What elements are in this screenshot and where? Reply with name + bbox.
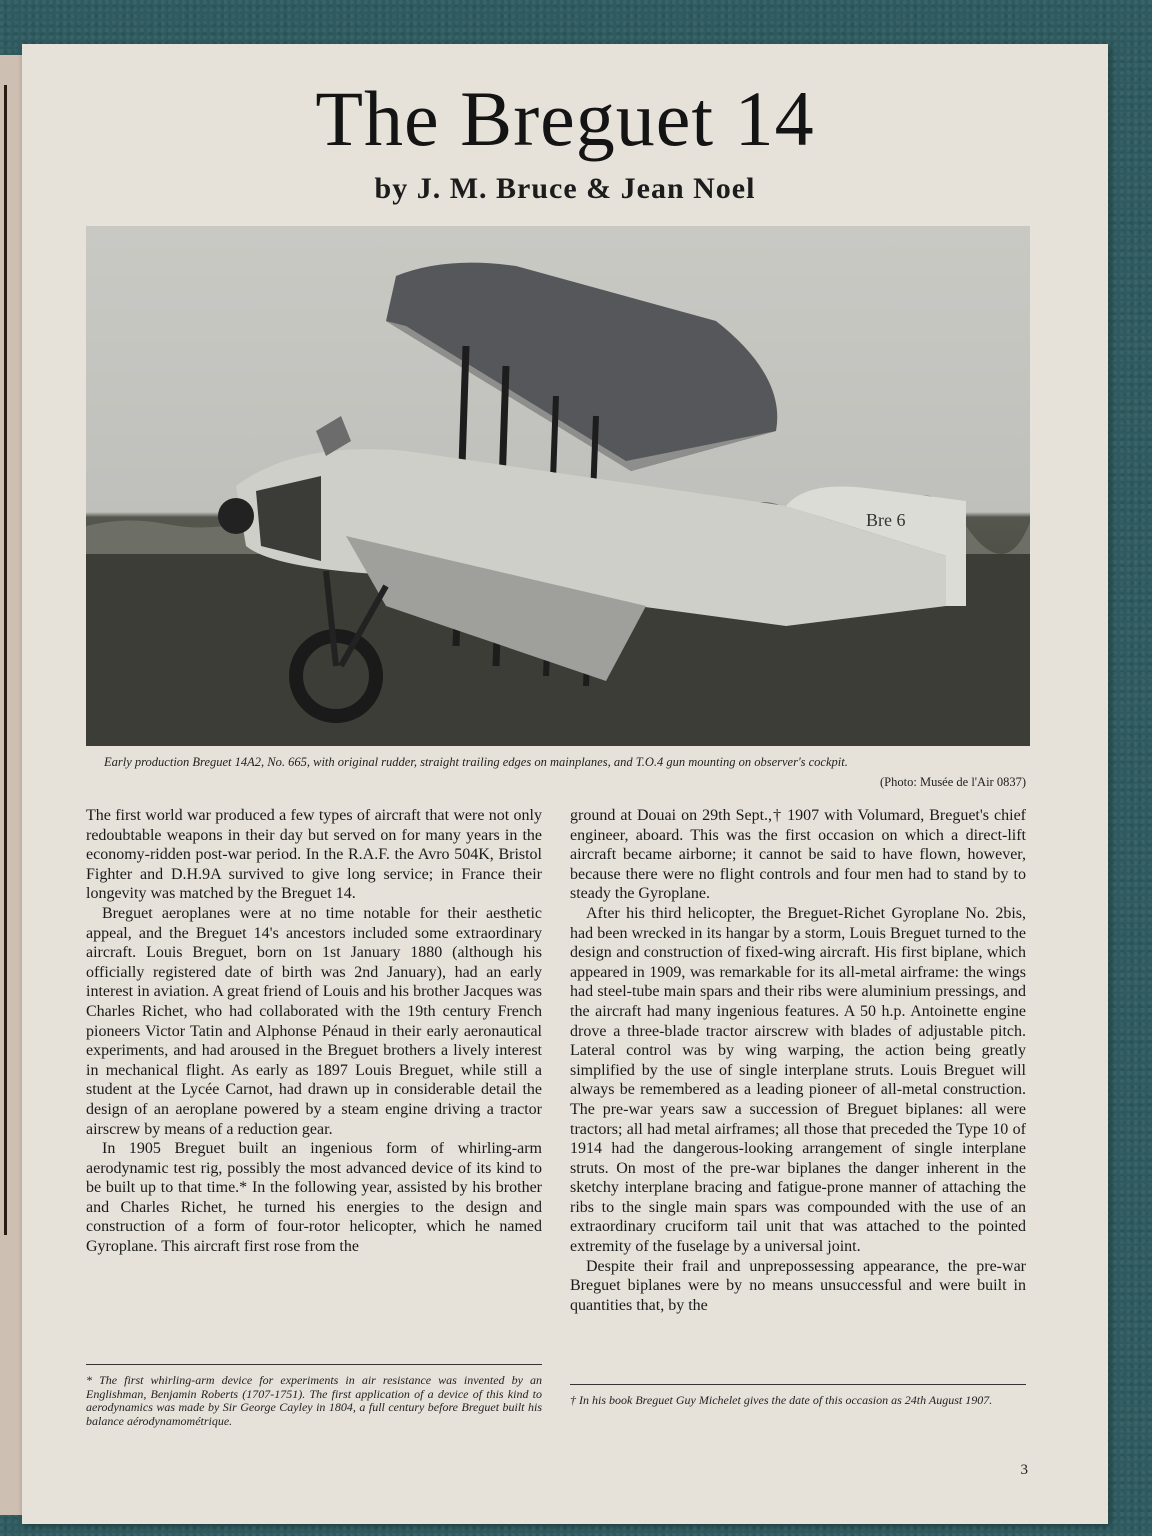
magazine-page [22,44,1108,1524]
text-column-left [86,806,542,1257]
text-column-right [570,806,1026,1315]
paragraph: The first world war produced a few types of aircraft that were not only redoubtable weapons in their day but served on for many years in the economy-ridden post-war period. In the R.A.F. the Avro 504K, Bristol Fighter and D.H.9A survived to give long service; in France their longevity was matched by the Breguet 14. [86,807,542,903]
footnote-rule-right [570,1384,1026,1385]
paragraph: Breguet aeroplanes were at no time notable for their aesthetic appeal, and the Breguet 14's ancestors included some extraordinary aircraft. Louis Breguet, born on 1st January 1880 (although his officially registered date of birth was 2nd January), had an early interest in aviation. A great friend of Louis and his brother Jacques was Charles Richet, who had collaborated with the 19th century French pioneers Victor Tatin and Alphonse Pénaud in their early aeronautical experiments, and had aroused in the Breguet brothers a lively interest in mechanical flight. As early as 1897 Louis Breguet, while still a student at the Lycée Carnot, had drawn up in considerable detail the design of an aeroplane powered by a steam engine driving a tractor airscrew by means of a reduction gear. [86,904,542,1138]
aircraft-photo [86,226,1030,746]
footnote-rule-left [86,1364,542,1365]
paragraph: ground at Douai on 29th Sept.,† 1907 with Volumard, Breguet's chief engineer, aboard. This was the first occasion on which a direct-lift aircraft became airborne; it cannot be said to have flown, however, because there were no flight controls and four men had to stand by to steady the Gyroplane. [570,807,1026,903]
breguet-biplane-illustration [86,226,1030,746]
photo-credit: (Photo: Musée de l'Air 0837) [880,775,1026,789]
paragraph: Despite their frail and unprepossessing appearance, the pre-war Breguet biplanes were by no means unsuccessful and were built in quantities that, by the [570,1257,1026,1314]
facing-page-edge [0,55,24,1515]
article-title: The Breguet 14 [315,75,815,162]
page-number: 3 [1020,1462,1028,1478]
photo-caption: Early production Breguet 14A2, No. 665, with original rudder, straight trailing edges on mainplanes, and T.O.4 gun mounting on observer's cockpit. [104,755,848,769]
facing-page-rule [4,85,7,1235]
article-byline: by J. M. Bruce & Jean Noel [374,172,756,205]
paragraph: After his third helicopter, the Breguet-Richet Gyroplane No. 2bis, had been wrecked in its hangar by a storm, Louis Breguet turned to the design and construction of fixed-wing aircraft. His first biplane, which appeared in 1909, was remarkable for its all-metal airframe: the wings had steel-tube main spars and their ribs were aluminium pressings, and the aircraft had many ingenious features. A 50 h.p. Antoinette engine drove a three-blade tractor airscrew with blades of adjustable pitch. Lateral control was by wing warping, the action being greatly simplified by the use of single interplane struts. Louis Breguet will always be remembered as a leading pioneer of all-metal construction. The pre-war years saw a succession of Breguet biplanes: all were tractors; all had metal airframes; all those that preceded the Type 10 of 1914 had the dangerous-looking arrangement of single interplane struts. On most of the pre-war biplanes the danger inherent in the sketchy interplane bracing and fatigue-prone manner of attaching the ribs to the single main spars was compounded with the use of an extraordinary cruciform tail unit that was attached to the pointed extremity of the fuselage by a universal joint. [570,904,1026,1256]
footnote-left: * The first whirling-arm device for experiments in air resistance was invented by an Englishman, Benjamin Roberts (1707-1751). The first application of a device of this kind to aerodynamics was made by Sir George Cayley in 1804, a full century before Breguet built his balance aérodynamométrique. [86,1373,542,1428]
fuselage-marking: Bre 6 [866,510,906,530]
footnote-right: † In his book Breguet Guy Michelet gives the date of this occasion as 24th August 1907. [570,1393,993,1407]
paragraph: In 1905 Breguet built an ingenious form of whirling-arm aerodynamic test rig, possibly the most advanced device of its kind to be built up to that time.* In the following year, assisted by his brother and Charles Richet, he turned his energies to the design and construction of a form of four-rotor helicopter, which he named Gyroplane. This aircraft first rose from the [86,1140,542,1256]
